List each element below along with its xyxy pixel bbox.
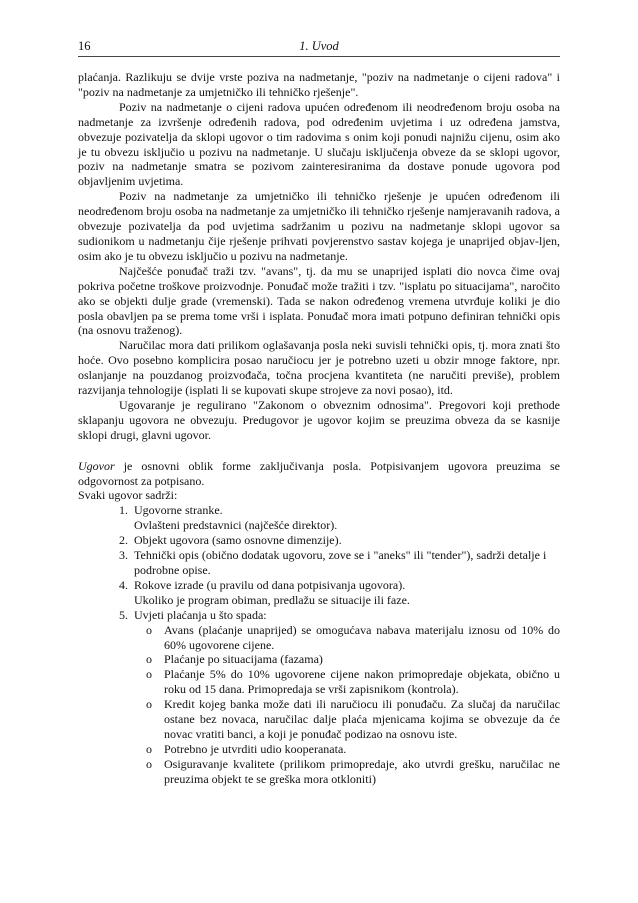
bullet-item — [146, 697, 560, 742]
paragraph: Najčešće ponuđač traži tzv. "avans", tj. da mu se unaprijed isplati dio novca čime ovaj pokriva početne troškove proizvodnje. Ponuđač može tražiti i tzv. "isplatu po situacijama", naročito ako se objekti dulje grade (vremenski). Tada se nakon određenog vremena utvrđuje koliki je dio posla obavljen pa se prema tome vrši i isplata. Ponuđač mora imati potpuno definiran tehnički opis (na osnovu traženog). — [78, 263, 560, 338]
payment-conditions-list — [134, 623, 560, 787]
bullet-item — [146, 757, 560, 787]
bullet-text: Kredit kojeg banka može dati ili naručiocu ili ponuđaču. Za slučaj da naručilac ostane bez novaca, naručilac dalje plaća mjenicama kojima se obvezuje da će novac vratiti banci, a koji je ponuđač podizao na osnovu iste. — [164, 697, 560, 741]
paragraph: plaćanja. Razlikuju se dvije vrste poziva na nadmetanje, "poziv na nadmetanje o cijeni radova" i "poziv na nadmetanje za umjetničko ili tehničko rješenje". — [78, 70, 560, 99]
bullet-marker: o — [146, 697, 152, 712]
ugovor-term: Ugovor — [78, 458, 115, 473]
item-text: Tehnički opis (obično dodatak ugovoru, zove se i "aneks" ili "tender"), sadrži detalje i podrobne opise. — [134, 548, 547, 577]
item-number: 4. — [119, 577, 128, 592]
bullet-text: Osiguravanje kvalitete (prilikom primopredaje, ako utvrdi grešku, naručilac ne preuzima objekt te se greška mora otkloniti) — [164, 756, 560, 786]
bullet-item — [146, 667, 560, 697]
item-number: 1. — [119, 503, 128, 518]
list-item — [119, 548, 560, 578]
item-number: 3. — [119, 548, 128, 563]
item-text: Uvjeti plaćanja u što spada: — [134, 607, 267, 622]
paragraph: Naručilac mora dati prilikom oglašavanja posla neki suvisli tehnički opis, tj. mora znati što hoće. Ovo posebno komplicira posao naručiocu jer je potrebno uzeti u obzir mnoge faktore, npr. oslanjanje na pouzdanog proizvođača, točna procjena kvantiteta (ne naručiti previše), problem razvijanja tehnologije (isplati li se kupovati skupe strojeve za novi posao), itd. — [78, 338, 560, 398]
bullet-text: Potrebno je utvrditi udio kooperanata. — [164, 741, 347, 756]
list-item — [119, 533, 560, 548]
list-item — [119, 608, 560, 787]
ugovor-definition — [78, 459, 560, 489]
page-header — [78, 38, 560, 57]
bullet-item — [146, 742, 560, 757]
bullet-text: Avans (plaćanje unaprijed) se omogućava nabava materijalu iznosu od 10% do 60% ugovorene cijene. — [164, 622, 560, 652]
item-subtext: Ukoliko je program obiman, predlažu se situacije ili faze. — [134, 592, 410, 607]
item-text: Objekt ugovora (samo osnovne dimenzije). — [134, 533, 342, 548]
bullet-marker: o — [146, 667, 152, 682]
bullet-marker: o — [146, 741, 152, 756]
contract-contents-list — [78, 503, 560, 786]
bullet-item — [146, 652, 560, 667]
bullet-marker: o — [146, 652, 152, 667]
paragraph: Poziv na nadmetanje za umjetničko ili tehničko rješenje je upućen određenom ili neodređenom broju osoba na nadmetanje za umjetničko ili tehničko rješenje namjeravanih radova, a obvezuje pozivatelja da pod uvjetima sadržanim u pozivu na nadmetanje sklopi ugovor sa sudionikom u nadmetanju čije rješenje prihvati povjerenstvo sastav kojega je unaprijed objav-ljen, osim ako je tu obvezu isključio u pozivu na nadmetanje. — [78, 189, 560, 263]
ugovor-definition-text: je osnovni oblik forme zaključivanja posla. Potpisivanjem ugovora preuzima se odgovornost za potpisano. — [78, 458, 560, 488]
bullet-item — [146, 623, 560, 653]
list-item — [119, 578, 560, 608]
item-text: Ugovorne stranke. — [134, 503, 223, 518]
list-intro: Svaki ugovor sadrži: — [78, 488, 178, 503]
item-subtext: Ovlašteni predstavnici (najčešće direktor). — [134, 518, 338, 533]
bullet-text: Plaćanje 5% do 10% ugovorene cijene nakon primopredaje objekata, obično u roku od 15 dana. Primopredaja se vrši zapisnikom (kontrola). — [164, 667, 560, 697]
item-text: Rokove izrade (u pravilu od dana potpisivanja ugovora). — [134, 577, 406, 592]
page-number: 16 — [78, 39, 91, 53]
chapter-title: 1. Uvod — [299, 39, 339, 53]
bullet-marker: o — [146, 622, 152, 637]
page-body — [78, 70, 560, 787]
paragraph: Poziv na nadmetanje o cijeni radova upućen određenom ili neodređenom broju osoba na nadmetanje za izvršenje određenih radova, pod određenim uvjetima i uz određena jamstva, obvezuje pozivatelja da sklopi ugovor o tim radovima s onim koji ponudi najnižu cijenu, osim ako je tu obvezu isključio u pozivu na nadmetanje. U slučaju isključenja obveze da se sklopi ugovor, poziv na nadmetanje smatra se pozivom zainteresiranima da dostave ponude ugovora pod objavljenim uvjetima. — [78, 99, 560, 189]
item-number: 5. — [119, 607, 128, 622]
paragraph: Ugovaranje je regulirano "Zakonom o obveznim odnosima". Pregovori koji prethode sklapanju ugovora ne obvezuju. Predugovor je ugovor kojim se preuzima obveza da se kasnije sklopi drugi, glavni ugovor. — [78, 397, 560, 442]
spacer — [78, 443, 560, 459]
item-number: 2. — [119, 533, 128, 548]
bullet-text: Plaćanje po situacijama (fazama) — [164, 652, 323, 667]
bullet-marker: o — [146, 756, 152, 771]
list-item — [119, 503, 560, 533]
